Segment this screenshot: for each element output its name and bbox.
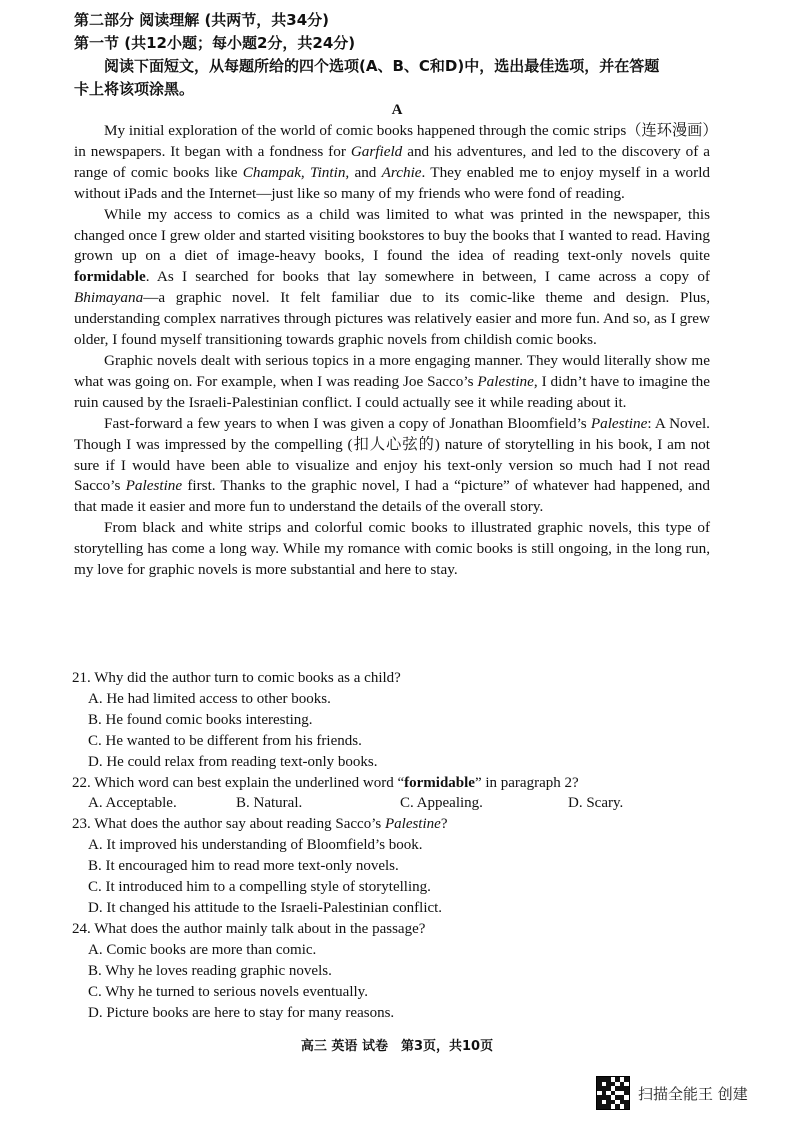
paragraph-1: My initial exploration of the world of comic books happened through the comic strips（连环漫画）in newspapers. It began with a fondness for Garfield and his adventures, and led to the discovery of a range of comic books like Champak, Tintin, and Archie. They enabled me to enjoy myself in a world without iPads and the Internet—just like so many of my friends who were fond of reading. bbox=[74, 122, 711, 202]
paragraph-4: Fast-forward a few years to when I was given a copy of Jonathan Bloomfield’s Palestine: A Novel. Though I was impressed by the compelling (扣人心弦的) nature of storytelling in his book, I am not sure if I would have been able to visualize and enjoy his text-only version so much had I not read Sacco’s Palestine first. Thanks to the graphic novel, I had a “picture” of whatever had happened, and that made it easier and more fun to understand the details of the overall story. bbox=[74, 414, 710, 516]
scanner-watermark bbox=[596, 1076, 748, 1110]
option-21d: D. He could relax from reading text-only books. bbox=[88, 753, 378, 770]
option-23b: B. It encouraged him to read more text-only novels. bbox=[88, 858, 399, 875]
options-22 bbox=[88, 793, 712, 814]
option-22d: D. Scary. bbox=[568, 795, 624, 812]
option-24d: D. Picture books are here to stay for many reasons. bbox=[88, 1004, 395, 1021]
option-22c: C. Appealing. bbox=[400, 795, 483, 812]
question-24: 24. What does the author mainly talk about in the passage? bbox=[72, 920, 426, 937]
passage-label: A bbox=[391, 102, 403, 118]
question-list bbox=[72, 668, 712, 1023]
section-heading: 第二部分 阅读理解 (共两节，共34分) bbox=[74, 11, 330, 29]
option-23a: A. It improved his understanding of Bloomfield’s book. bbox=[88, 837, 423, 854]
page-footer: 高三 英语 试卷 第3页，共10页 bbox=[300, 1039, 494, 1054]
option-22b: B. Natural. bbox=[236, 795, 303, 812]
option-23c: C. It introduced him to a compelling style of storytelling. bbox=[88, 879, 431, 896]
question-22: 22. Which word can best explain the underlined word “formidable” in paragraph 2? bbox=[72, 774, 579, 791]
option-21b: B. He found comic books interesting. bbox=[88, 711, 313, 728]
option-24c: C. Why he turned to serious novels eventually. bbox=[88, 983, 368, 1000]
question-23: 23. What does the author say about reading Sacco’s Palestine? bbox=[72, 816, 448, 833]
option-22a: A. Acceptable. bbox=[88, 795, 177, 812]
subsection-heading: 第一节 (共12小题；每小题2分，共24分) bbox=[74, 34, 356, 52]
option-23d: D. It changed his attitude to the Israeli-Palestinian conflict. bbox=[88, 899, 443, 916]
paragraph-3: Graphic novels dealt with serious topics in a more engaging manner. They would literally show me what was going on. For example, when I was reading Joe Sacco’s Palestine, I didn’t have to imagine the ruin caused by the Israeli-Palestinian conflict. I could actually see it while reading about it. bbox=[74, 351, 710, 411]
option-21a: A. He had limited access to other books. bbox=[88, 690, 331, 707]
option-24a: A. Comic books are more than comic. bbox=[88, 941, 317, 958]
question-21: 21. Why did the author turn to comic books as a child? bbox=[72, 670, 401, 686]
paragraph-2: While my access to comics as a child was limited to what was printed in the newspaper, this changed once I grew older and started visiting bookstores to buy the books that I wanted to read. Having grown up on a diet of image-heavy books, I found the idea of reading text-only novels quite formidable. As I searched for books that lay somewhere in between, I came across a copy of Bhimayana—a graphic novel. It felt familiar due to its comic-like theme and design. Plus, understanding complex narratives through pictures was relatively easier and more fun. And so, as I grew older, I found myself transitioning towards graphic novels from childish comic books. bbox=[74, 205, 710, 349]
qr-code-icon bbox=[596, 1076, 630, 1110]
paragraph-5: From black and white strips and colorful comic books to illustrated graphic novels, this type of storytelling has come a long way. While my romance with comic books is still ongoing, in the long run, my love for graphic novels is more substantial and here to stay. bbox=[74, 519, 710, 579]
reading-passage bbox=[74, 121, 710, 581]
option-21c: C. He wanted to be different from his friends. bbox=[88, 732, 362, 749]
option-24b: B. Why he loves reading graphic novels. bbox=[88, 962, 332, 979]
instruction-line-2: 卡上将该项涂黑。 bbox=[74, 80, 195, 98]
underlined-word: formidable bbox=[74, 268, 146, 286]
scanner-label: 扫描全能王 创建 bbox=[638, 1084, 748, 1103]
instruction-line-1: 阅读下面短文，从每题所给的四个选项(A、B、C和D)中，选出最佳选项，并在答题 bbox=[104, 57, 660, 75]
